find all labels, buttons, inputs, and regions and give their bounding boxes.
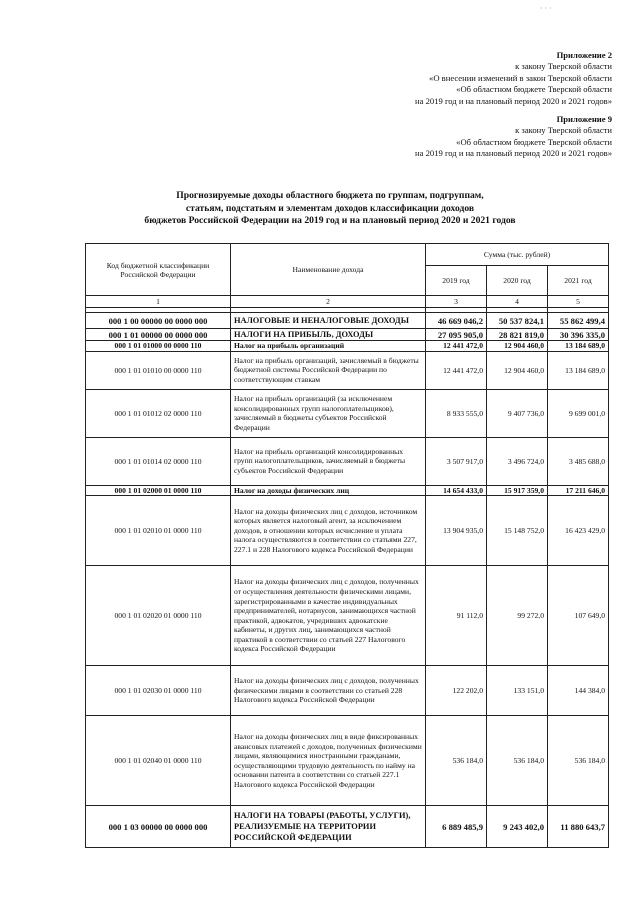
row-name: Налог на доходы физических лиц с доходов, полученных от осуществления деятельности физическими лицами, зарегистрированными в качестве индивидуальных предпринимателей, нотариусов, занимающихся частной практикой, адвокатов, учредивших адвокатские кабинеты, и других лиц, занимающихся частной практикой в соответствии со статьей 227 Налогового кодекса Российской Федерации xyxy=(231,566,426,666)
table-row xyxy=(86,716,609,806)
title-line: бюджетов Российской Федерации на 2019 год и на плановый период 2020 и 2021 годов xyxy=(144,215,516,227)
row-value-2019: 46 669 046,2 xyxy=(426,313,487,329)
row-code: 000 1 01 02010 01 0000 110 xyxy=(86,496,231,566)
row-name: Налог на доходы физических лиц с доходов, полученных физическими лицами в соответствии со статьей 228 Налогового кодекса Российской Федерации xyxy=(231,666,426,716)
row-value-2019: 122 202,0 xyxy=(426,666,487,716)
row-value-2021: 30 396 335,0 xyxy=(548,329,609,341)
title-line: статьям, подстатьям и элементам доходов классификации доходов xyxy=(185,202,475,214)
row-code: 000 1 01 01014 02 0000 110 xyxy=(86,437,231,485)
table-row xyxy=(86,313,609,329)
column-number: 4 xyxy=(487,296,548,308)
appendix-9-line: на 2019 год и на плановый период 2020 и 2021 годов» xyxy=(415,148,612,159)
row-value-2020: 99 272,0 xyxy=(487,566,548,666)
row-value-2020: 3 496 724,0 xyxy=(487,437,548,485)
row-value-2020: 50 537 824,1 xyxy=(487,313,548,329)
row-value-2019: 12 441 472,0 xyxy=(426,351,487,389)
table-row xyxy=(86,329,609,341)
row-value-2021: 107 649,0 xyxy=(548,566,609,666)
row-name: Налог на прибыль организаций xyxy=(231,341,426,352)
appendix-2-line: «О внесении изменений в закон Тверской области xyxy=(429,72,612,83)
row-name: Налог на прибыль организаций, зачисляемый в бюджеты бюджетной системы Российской Федерации по соответствующим ставкам xyxy=(231,351,426,389)
row-code: 000 1 01 02040 01 0000 110 xyxy=(86,716,231,806)
row-value-2021: 17 211 646,0 xyxy=(548,485,609,496)
row-name: НАЛОГОВЫЕ И НЕНАЛОГОВЫЕ ДОХОДЫ xyxy=(231,313,426,329)
row-value-2019: 27 095 905,0 xyxy=(426,329,487,341)
column-number: 3 xyxy=(426,296,487,308)
row-code: 000 1 01 01012 02 0000 110 xyxy=(86,389,231,437)
row-value-2019: 3 507 917,0 xyxy=(426,437,487,485)
appendix-2-line: к закону Тверской области xyxy=(515,61,612,72)
table-row xyxy=(86,666,609,716)
table-row xyxy=(86,389,609,437)
appendix-9-line: «Об областном бюджете Тверской области xyxy=(456,136,612,147)
row-value-2021: 13 184 689,0 xyxy=(548,341,609,352)
row-name: Налог на доходы физических лиц xyxy=(231,485,426,496)
row-code: 000 1 00 00000 00 0000 000 xyxy=(86,313,231,329)
row-value-2021: 13 184 689,0 xyxy=(548,351,609,389)
row-value-2021: 536 184,0 xyxy=(548,716,609,806)
table-row xyxy=(86,566,609,666)
row-value-2021: 3 485 688,0 xyxy=(548,437,609,485)
header-2019: 2019 год xyxy=(426,266,487,296)
table-row xyxy=(86,806,609,848)
row-name: НАЛОГИ НА ТОВАРЫ (РАБОТЫ, УСЛУГИ), РЕАЛИЗУЕМЫЕ НА ТЕРРИТОРИИ РОССИЙСКОЙ ФЕДЕРАЦИИ xyxy=(231,806,426,848)
column-number: 2 xyxy=(231,296,426,308)
corner-mark: · · · xyxy=(540,4,552,13)
appendix-9-line: к закону Тверской области xyxy=(515,125,612,136)
header-name: Наименование дохода xyxy=(231,244,426,296)
row-code: 000 1 01 02030 01 0000 110 xyxy=(86,666,231,716)
row-code: 000 1 01 01000 00 0000 110 xyxy=(86,341,231,352)
row-value-2020: 15 148 752,0 xyxy=(487,496,548,566)
row-value-2020: 15 917 359,0 xyxy=(487,485,548,496)
table-row xyxy=(86,341,609,352)
row-name: Налог на прибыль организаций консолидированных групп налогоплательщиков, зачисляемый в бюджеты субъектов Российской Федерации xyxy=(231,437,426,485)
row-value-2021: 16 423 429,0 xyxy=(548,496,609,566)
table-row xyxy=(86,437,609,485)
row-name: НАЛОГИ НА ПРИБЫЛЬ, ДОХОДЫ xyxy=(231,329,426,341)
row-value-2021: 55 862 499,4 xyxy=(548,313,609,329)
revenue-table xyxy=(85,243,609,848)
row-name: Налог на доходы физических лиц с доходов, источником которых является налоговый агент, за исключением доходов, в отношении которых исчисление и уплата налога осуществляются в соответствии со статьями 227, 227.1 и 228 Налогового кодекса Российской Федерации xyxy=(231,496,426,566)
appendix-2-line: «Об областном бюджете Тверской области xyxy=(456,84,612,95)
row-value-2020: 9 243 402,0 xyxy=(487,806,548,848)
row-value-2019: 536 184,0 xyxy=(426,716,487,806)
row-value-2020: 133 151,0 xyxy=(487,666,548,716)
row-code: 000 1 01 02020 01 0000 110 xyxy=(86,566,231,666)
row-code: 000 1 03 00000 00 0000 000 xyxy=(86,806,231,848)
row-value-2019: 6 889 485,9 xyxy=(426,806,487,848)
appendix-9-title: Приложение 9 xyxy=(556,114,612,124)
title-line: Прогнозируемые доходы областного бюджета по группам, подгруппам, xyxy=(176,190,484,201)
row-value-2020: 12 904 460,0 xyxy=(487,351,548,389)
column-number: 1 xyxy=(86,296,231,308)
row-value-2019: 13 904 935,0 xyxy=(426,496,487,566)
row-value-2021: 9 699 001,0 xyxy=(548,389,609,437)
row-value-2020: 9 407 736,0 xyxy=(487,389,548,437)
row-value-2020: 536 184,0 xyxy=(487,716,548,806)
row-code: 000 1 01 01010 00 0000 110 xyxy=(86,351,231,389)
table-row xyxy=(86,351,609,389)
appendix-2-line: на 2019 год и на плановый период 2020 и 2021 годов» xyxy=(415,95,612,106)
header-code: Код бюджетной классификации Российской Федерации xyxy=(86,244,231,296)
table-row xyxy=(86,496,609,566)
row-value-2020: 28 821 819,0 xyxy=(487,329,548,341)
row-value-2019: 14 654 433,0 xyxy=(426,485,487,496)
column-number: 5 xyxy=(548,296,609,308)
appendix-9-header xyxy=(415,114,612,160)
header-2020: 2020 год xyxy=(487,266,548,296)
row-code: 000 1 01 02000 01 0000 110 xyxy=(86,485,231,496)
header-sum: Сумма (тыс. рублей) xyxy=(426,244,609,266)
row-name: Налог на прибыль организаций (за исключением консолидированных групп налогоплательщиков), зачисляемый в бюджеты субъектов Российской Федерации xyxy=(231,389,426,437)
document-title xyxy=(80,190,580,228)
header-2021: 2021 год xyxy=(548,266,609,296)
row-code: 000 1 01 00000 00 0000 000 xyxy=(86,329,231,341)
row-value-2020: 12 904 460,0 xyxy=(487,341,548,352)
row-value-2021: 11 880 643,7 xyxy=(548,806,609,848)
row-name: Налог на доходы физических лиц в виде фиксированных авансовых платежей с доходов, полученных физическими лицами, являющимися иностранными гражданами, осуществляющими трудовую деятельность по найму на основании патента в соответствии со статьей 227.1 Налогового кодекса Российской Федерации xyxy=(231,716,426,806)
appendix-2-header xyxy=(415,50,612,107)
table-body xyxy=(86,308,609,848)
row-value-2019: 8 933 555,0 xyxy=(426,389,487,437)
row-value-2021: 144 384,0 xyxy=(548,666,609,716)
row-value-2019: 12 441 472,0 xyxy=(426,341,487,352)
appendix-2-title: Приложение 2 xyxy=(556,50,612,60)
table-row xyxy=(86,485,609,496)
row-value-2019: 91 112,0 xyxy=(426,566,487,666)
